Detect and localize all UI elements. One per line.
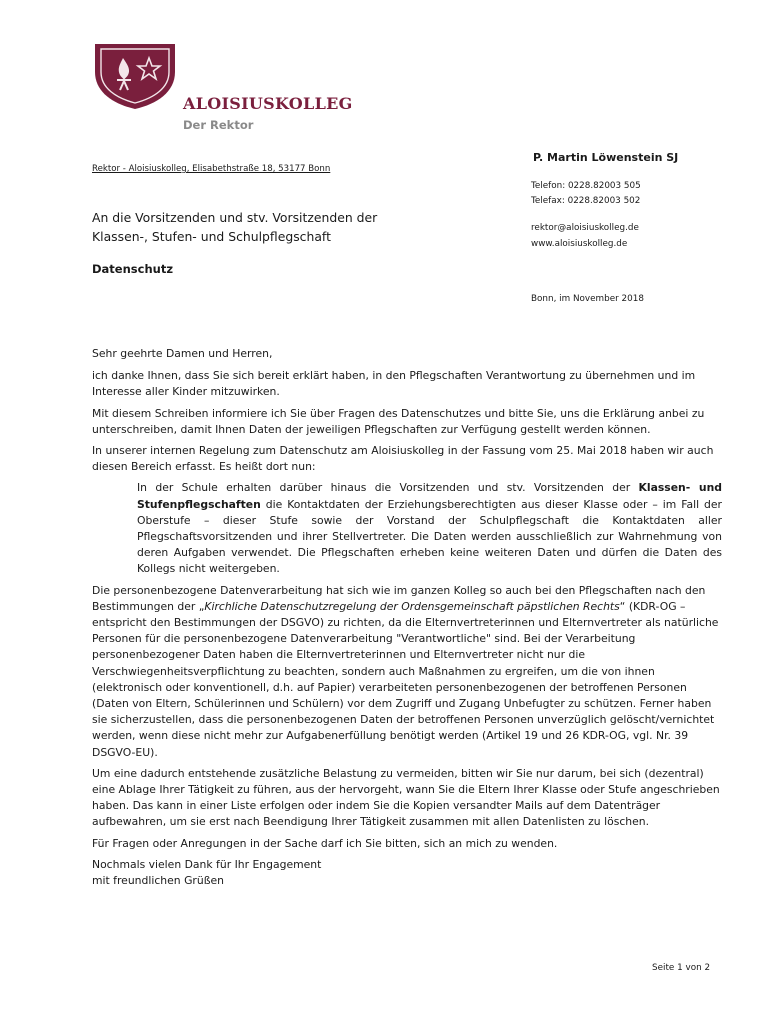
- recipient-block: [92, 208, 377, 246]
- organization-name: ALOISIUSKOLLEG: [183, 94, 353, 113]
- sender-name: P. Martin Löwenstein SJ: [533, 151, 679, 164]
- closing-line-1: Nochmals vielen Dank für Ihr Engagement: [92, 857, 322, 871]
- quoted-regulation: [137, 480, 722, 577]
- letter-body: [92, 346, 722, 889]
- greeting: Sehr geehrte Damen und Herren,: [92, 347, 273, 360]
- quote-bold-term: Klassen- und Stufenpflegschaften: [137, 481, 722, 511]
- school-crest-logo: [93, 42, 177, 110]
- paragraph-1: ich danke Ihnen, dass Sie sich bereit erklärt haben, in den Pflegschaften Verantwortung zu übernehmen und im Interesse aller Kinder mitzuwirken.: [92, 369, 696, 399]
- letter-date: Bonn, im November 2018: [531, 294, 644, 304]
- recipient-line-1: An die Vorsitzenden und stv. Vorsitzenden der: [92, 210, 378, 225]
- quote-text-start: In der Schule erhalten darüber hinaus die Vorsitzenden und stv. Vorsitzenden der: [137, 481, 639, 495]
- paragraph-6: Für Fragen oder Anregungen in der Sache darf ich Sie bitten, sich an mich zu wenden.: [92, 836, 558, 850]
- sender-email: rektor@aloisiuskolleg.de: [531, 223, 639, 233]
- return-address: Rektor - Aloisiuskolleg, Elisabethstraße 18, 53177 Bonn: [92, 164, 331, 174]
- closing-line-2: mit freundlichen Grüßen: [92, 874, 224, 888]
- regulation-title: Kirchliche Datenschutzregelung der Ordensgemeinschaft päpstlichen Rechts: [204, 599, 620, 613]
- paragraph-2: Mit diesem Schreiben informiere ich Sie über Fragen des Datenschutzes und bitte Sie, uns die Erklärung anbei zu unterschreiben, damit Ihnen Daten der jeweiligen Pflegschaften zur Verfügung gestellt werden können.: [92, 406, 705, 436]
- page-number: Seite 1 von 2: [652, 963, 711, 973]
- paragraph-4: [92, 583, 722, 761]
- sender-phone: Telefon: 0228.82003 505: [531, 181, 641, 191]
- quote-text-end: die Kontaktdaten der Erziehungsberechtigten aus dieser Klasse oder – im Fall der Oberstufe – dieser Stufe sowie der Vorstand der Schulpflegschaft die Kontaktdaten aller Pflegschaftsvorsitzenden und ihrer Stellvertreter. Die Daten werden ausschließlich zur Wahrnehmung von deren Aufgaben verwendet. Die Pflegschaften erheben keine weiteren Daten und dürfen die Daten des Kollegs nicht weitergeben.: [137, 497, 722, 576]
- paragraph-4-end: “ (KDR-OG – entspricht den Bestimmungen der DSGVO) zu richten, da die Elternvertreterinnen und Elternvertreter als natürliche Personen für die personenbezogene Datenverarbeitung "Verantwortliche" sind. Bei der Verarbeitung personenbezogener Daten haben die Elternvertreterinnen und Elternvertreter nicht nur die Verschwiegenheitsverpflichtung zu beachten, sondern auch Maßnahmen zu ergreifen, um die von ihnen (elektronisch oder konventionell, d.h. auf Papier) verarbeiteten personenbezogenen der betroffenen Personen (Daten von Eltern, Schülerinnen und Schülern) vor dem Zugriff und Zugang Unbefugter zu schützen. Ferner haben sie sicherzustellen, dass die personenbezogenen Daten der betroffenen Personen unverzüglich gelöscht/vernichtet werden, wenn diese nicht mehr zur Aufgabenerfüllung benötigt werden (Artikel 19 und 26 KDR-OG, vgl. Nr. 39 DSGVO-EU).: [92, 599, 719, 759]
- paragraph-4-start: Die personenbezogene Datenverarbeitung hat sich wie im ganzen Kolleg so auch bei den Pflegschaften nach den Bestimmungen der „: [92, 583, 706, 613]
- letter-subject: Datenschutz: [92, 262, 174, 276]
- sender-website: www.aloisiuskolleg.de: [531, 239, 628, 249]
- paragraph-5: Um eine dadurch entstehende zusätzliche Belastung zu vermeiden, bitten wir Sie nur darum, bei sich (dezentral) eine Ablage Ihrer Tätigkeit zu führen, aus der hervorgeht, wann Sie die Eltern Ihrer Klasse oder Stufe angeschrieben haben. Das kann in einer Liste erfolgen oder indem Sie die Kopien versandter Mails auf dem Datenträger aufbewahren, um sie erst nach Beendigung Ihrer Tätigkeit zusammen mit allen Datenlisten zu löschen.: [92, 766, 720, 829]
- paragraph-3: In unserer internen Regelung zum Datenschutz am Aloisiuskolleg in der Fassung vom 25. Mai 2018 haben wir auch diesen Bereich erfasst. Es heißt dort nun:: [92, 444, 714, 474]
- organization-subtitle: Der Rektor: [183, 118, 254, 132]
- recipient-line-2: Klassen-, Stufen- und Schulpflegschaft: [92, 229, 331, 244]
- sender-fax: Telefax: 0228.82003 502: [531, 196, 641, 206]
